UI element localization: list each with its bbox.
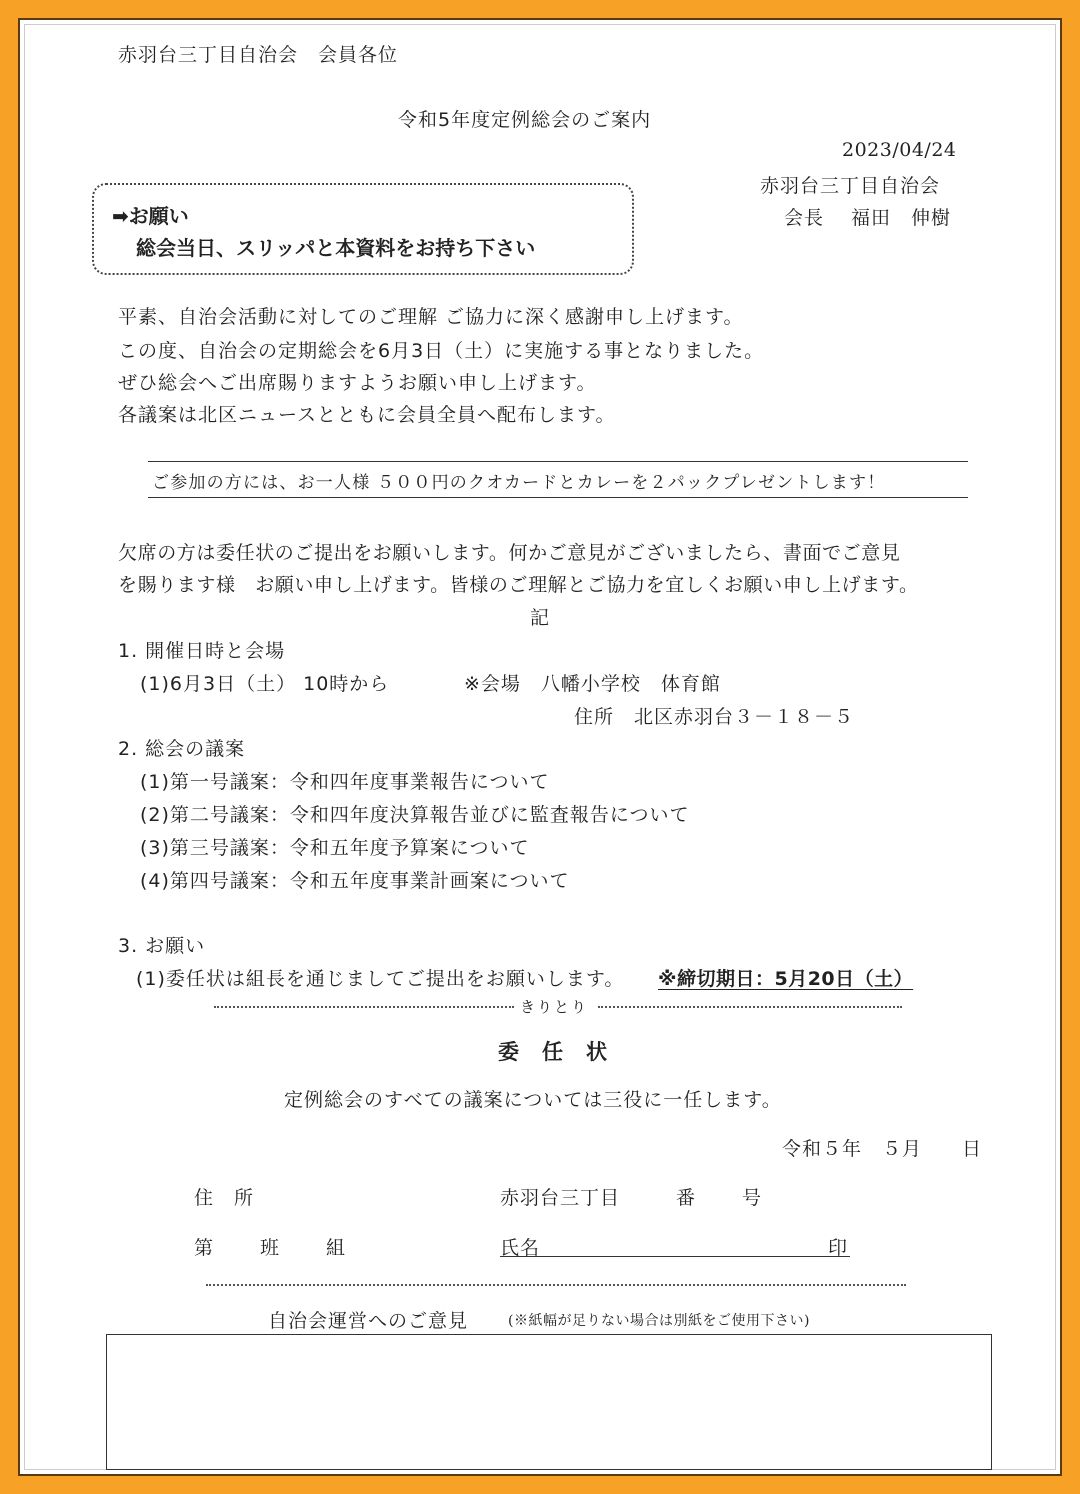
go-label: 号	[742, 1187, 763, 1209]
proxy-title: 委 任 状	[498, 1040, 608, 1064]
agenda-item-4: (4)第四号議案：令和五年度事業計画案について	[140, 870, 570, 892]
name-signature-line[interactable]	[500, 1256, 850, 1257]
address-value: 赤羽台三丁目	[500, 1187, 621, 1209]
intro-line-2: この度、自治会の定期総会を6月3日（土）に実施する事となりました。	[118, 340, 765, 362]
section3-item: (1)委任状は組長を通じましてご提出をお願いします。	[136, 968, 625, 990]
seal-label[interactable]: 印	[828, 1237, 849, 1259]
present-banner: ご参加の方には、お一人様 ５００円のクオカードとカレーを２パックプレゼントします！	[152, 473, 886, 493]
intro-line-1: 平素、自治会活動に対してのご理解 ご協力に深く感謝申し上げます。	[118, 306, 744, 328]
addressee: 赤羽台三丁目自治会 会員各位	[118, 44, 399, 66]
sender-person: 会長 福田 伸樹	[784, 207, 952, 229]
proxy-statement: 定例総会のすべての議案については三役に一任します。	[284, 1089, 782, 1111]
section1-heading: 1. 開催日時と会場	[118, 640, 286, 662]
agenda-item-3: (3)第三号議案：令和五年度予算案について	[140, 837, 530, 859]
opinion-note: (※紙幅が足りない場合は別紙をご使用下さい)	[508, 1313, 810, 1329]
section1-datetime: (1)6月3日（土） 10時から	[140, 673, 390, 695]
section1-address: 住所 北区赤羽台３－１８－５	[574, 706, 855, 728]
cut-line-left	[214, 1006, 514, 1008]
absence-line-1: 欠席の方は委任状のご提出をお願いします。何かご意見がございましたら、書面でご意見	[118, 542, 901, 564]
intro-line-3: ぜひ総会へご出席賜りますようお願い申し上げます。	[118, 372, 597, 394]
opinion-label: 自治会運営へのご意見	[268, 1310, 469, 1332]
ki-mark: 記	[530, 607, 551, 629]
deadline: ※締切期日：5月20日（土）	[658, 968, 914, 990]
document-title: 令和5年度定例総会のご案内	[398, 109, 652, 131]
opinion-input-box[interactable]	[106, 1334, 992, 1470]
request-body: 総会当日、スリッパと本資料をお持ち下さい	[136, 236, 536, 260]
agenda-item-1: (1)第一号議案：令和四年度事業報告について	[140, 771, 550, 793]
section1-venue: ※会場 八幡小学校 体育館	[464, 673, 721, 695]
sender-org: 赤羽台三丁目自治会	[760, 175, 941, 197]
ban-label: 番	[676, 1187, 697, 1209]
address-label: 住 所	[194, 1187, 255, 1209]
request-heading: ➡お願い	[112, 204, 189, 228]
section3-heading: 3. お願い	[118, 935, 206, 957]
intro-line-4: 各議案は北区ニュースとともに会員全員へ配布します。	[118, 404, 616, 426]
name-label: 氏名	[500, 1237, 541, 1259]
agenda-item-2: (2)第二号議案：令和四年度決算報告並びに監査報告について	[140, 804, 690, 826]
proxy-date: 令和５年 ５月 日	[782, 1138, 983, 1160]
section-divider	[206, 1284, 906, 1286]
banner-bottom-rule	[148, 497, 968, 498]
cut-label: きりとり	[520, 998, 589, 1016]
request-box	[92, 183, 634, 275]
section2-heading: 2. 総会の議案	[118, 738, 246, 760]
kumi-label: 組	[326, 1237, 347, 1259]
absence-line-2: を賜ります様 お願い申し上げます。皆様のご理解とご協力を宜しくお願い申し上げます。	[118, 574, 919, 596]
han-label: 班	[260, 1237, 281, 1259]
cut-line-right	[598, 1006, 902, 1008]
issue-date: 2023/04/24	[842, 139, 957, 161]
dai-label: 第	[194, 1237, 215, 1259]
banner-top-rule	[148, 461, 968, 462]
